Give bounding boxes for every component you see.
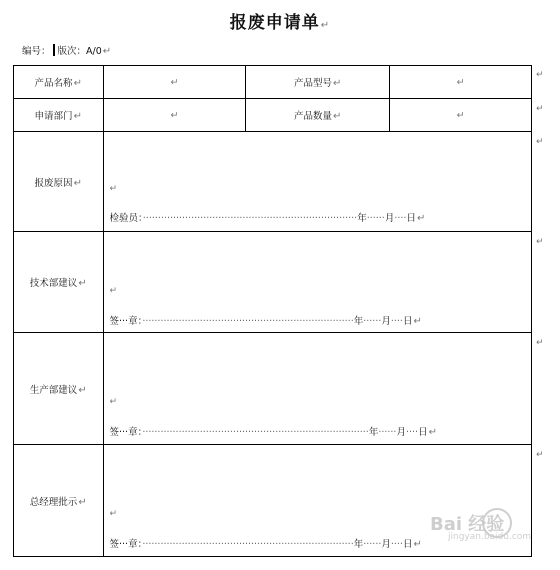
section-row-scrap-reason xyxy=(14,132,532,232)
paragraph-mark-icon: ↵ xyxy=(536,137,544,147)
product-name-field[interactable]: ↵ xyxy=(103,66,246,99)
paragraph-mark-icon: ↵ xyxy=(109,286,118,296)
form-title xyxy=(0,8,560,33)
production-dept-label: 生产部建议↵ xyxy=(14,333,104,445)
quantity-label: 产品数量↵ xyxy=(246,99,390,132)
production-signature-line: 签···章：···········································································年······月····日↵ xyxy=(109,427,437,438)
section-row-production-dept xyxy=(14,333,532,445)
number-label: 编号： xyxy=(22,46,51,57)
gm-signature-line: 签···章：······································································年······月····日↵ xyxy=(109,539,422,550)
product-name-label: 产品名称↵ xyxy=(14,66,104,99)
form-title-text: 报废申请单 xyxy=(229,13,320,33)
table-row xyxy=(14,99,532,132)
table-row xyxy=(14,66,532,99)
paragraph-mark-icon: ↵ xyxy=(109,184,118,194)
version-label: 版次：A/0 xyxy=(57,46,102,57)
inspector-signature-line: 检验员：·······································································年······月····日↵ xyxy=(109,213,426,224)
gm-label: 总经理批示↵ xyxy=(14,445,104,557)
scrap-reason-label: 报废原因↵ xyxy=(14,132,104,232)
paragraph-mark-icon: ↵ xyxy=(320,20,331,31)
tech-signature-line: 签···章：······································································年······月····日↵ xyxy=(109,316,422,327)
product-model-label: 产品型号↵ xyxy=(246,66,390,99)
scrap-request-table xyxy=(13,65,532,557)
baidu-watermark-logo xyxy=(430,500,550,550)
paragraph-mark-icon: ↵ xyxy=(536,338,544,348)
text-cursor-icon xyxy=(53,44,55,56)
scrap-reason-field[interactable] xyxy=(103,132,531,232)
production-dept-field[interactable] xyxy=(103,333,531,445)
paragraph-mark-icon: ↵ xyxy=(102,46,112,57)
paragraph-mark-icon: ↵ xyxy=(109,509,118,519)
department-label: 申请部门↵ xyxy=(14,99,104,132)
form-meta xyxy=(22,43,111,57)
tech-dept-label: 技术部建议↵ xyxy=(14,232,104,333)
tech-dept-field[interactable] xyxy=(103,232,531,333)
paragraph-mark-icon: ↵ xyxy=(536,237,544,247)
watermark-text: Bai 经验 xyxy=(430,514,505,535)
section-row-tech-dept xyxy=(14,232,532,333)
paragraph-mark-icon: ↵ xyxy=(109,397,118,407)
paragraph-mark-icon: ↵ xyxy=(536,450,544,460)
quantity-field[interactable]: ↵ xyxy=(390,99,532,132)
department-field[interactable]: ↵ xyxy=(103,99,246,132)
paragraph-mark-icon: ↵ xyxy=(536,104,544,114)
paragraph-mark-icon: ↵ xyxy=(536,70,544,80)
watermark-sub: jingyan.baidu.com xyxy=(448,532,532,542)
product-model-field[interactable]: ↵ xyxy=(390,66,532,99)
